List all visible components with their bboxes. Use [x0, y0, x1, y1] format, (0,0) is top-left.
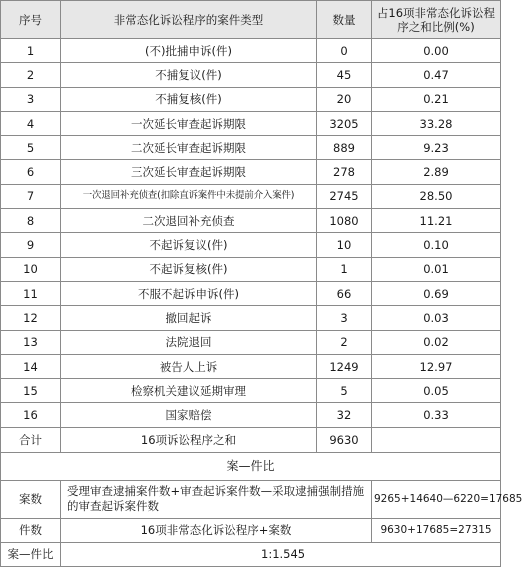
row-seq: 13: [1, 330, 61, 354]
ratio-label: 案—件比: [1, 542, 61, 566]
row-case-type: (不)批捕申诉(件): [61, 39, 317, 63]
row-count: 1249: [317, 354, 372, 378]
header-count: 数量: [317, 1, 372, 39]
row-ratio: 11.21: [372, 209, 501, 233]
row-case-type: 二次退回补充侦查: [61, 209, 317, 233]
table-row: [1, 281, 501, 305]
row-case-type: 国家赔偿: [61, 403, 317, 427]
table-row: [1, 160, 501, 184]
row-case-type: 不捕复议(件): [61, 63, 317, 87]
row-count: 1080: [317, 209, 372, 233]
row-ratio: 0.69: [372, 281, 501, 305]
table-row: [1, 111, 501, 135]
row-seq: 10: [1, 257, 61, 281]
row-seq: 4: [1, 111, 61, 135]
row-count: 5: [317, 379, 372, 403]
row-ratio: 12.97: [372, 354, 501, 378]
row-ratio: 0.00: [372, 39, 501, 63]
row-seq: 16: [1, 403, 61, 427]
row-seq: 11: [1, 281, 61, 305]
row-ratio: 9.23: [372, 136, 501, 160]
section-title: 案—件比: [1, 452, 501, 480]
row-count: 0: [317, 39, 372, 63]
row-case-type: 不起诉复核(件): [61, 257, 317, 281]
table-row: [1, 403, 501, 427]
row-count: 889: [317, 136, 372, 160]
row-ratio: 0.10: [372, 233, 501, 257]
items-formula: 16项非常态化诉讼程序+案数: [61, 518, 372, 542]
row-seq: 7: [1, 184, 61, 208]
total-label: 合计: [1, 427, 61, 452]
row-ratio: 0.47: [372, 63, 501, 87]
row-case-type: 一次延长审查起诉期限: [61, 111, 317, 135]
table-row: [1, 354, 501, 378]
row-seq: 3: [1, 87, 61, 111]
row-case-type: 被告人上诉: [61, 354, 317, 378]
header-case-type: 非常态化诉讼程序的案件类型: [61, 1, 317, 39]
cases-value: 9265+14640—6220=17685: [372, 480, 501, 518]
row-ratio: 28.50: [372, 184, 501, 208]
row-seq: 14: [1, 354, 61, 378]
row-seq: 9: [1, 233, 61, 257]
row-case-type: 撤回起诉: [61, 306, 317, 330]
row-count: 2745: [317, 184, 372, 208]
row-count: 1: [317, 257, 372, 281]
row-seq: 6: [1, 160, 61, 184]
row-count: 45: [317, 63, 372, 87]
row-ratio: 0.01: [372, 257, 501, 281]
row-case-type: 不服不起诉申诉(件): [61, 281, 317, 305]
row-count: 32: [317, 403, 372, 427]
cases-formula: 受理审查逮捕案件数+审查起诉案件数—采取逮捕强制措施的审查起诉案件数: [61, 480, 372, 518]
row-case-type: 法院退回: [61, 330, 317, 354]
row-case-type: 不捕复核(件): [61, 87, 317, 111]
table-row: [1, 209, 501, 233]
table-row: [1, 63, 501, 87]
cases-row: [1, 480, 501, 518]
items-value: 9630+17685=27315: [372, 518, 501, 542]
table-row: [1, 184, 501, 208]
table-row: [1, 379, 501, 403]
total-type: 16项诉讼程序之和: [61, 427, 317, 452]
header-seq: 序号: [1, 1, 61, 39]
row-case-type: 检察机关建议延期审理: [61, 379, 317, 403]
total-row: [1, 427, 501, 452]
table-row: [1, 306, 501, 330]
row-count: 66: [317, 281, 372, 305]
row-ratio: 0.21: [372, 87, 501, 111]
row-count: 278: [317, 160, 372, 184]
table-row: [1, 233, 501, 257]
row-seq: 2: [1, 63, 61, 87]
row-count: 20: [317, 87, 372, 111]
row-case-type: 不起诉复议(件): [61, 233, 317, 257]
header-ratio: 占16项非常态化诉讼程序之和比例(%): [372, 1, 501, 39]
row-ratio: 0.05: [372, 379, 501, 403]
total-count: 9630: [317, 427, 372, 452]
table-row: [1, 39, 501, 63]
table-row: [1, 257, 501, 281]
case-item-ratio-row: [1, 542, 501, 566]
row-ratio: 33.28: [372, 111, 501, 135]
row-count: 3: [317, 306, 372, 330]
section-title-row: [1, 452, 501, 480]
items-label: 件数: [1, 518, 61, 542]
row-seq: 5: [1, 136, 61, 160]
table-body: [1, 39, 501, 428]
items-row: [1, 518, 501, 542]
table-row: [1, 136, 501, 160]
cases-label: 案数: [1, 480, 61, 518]
table-row: [1, 87, 501, 111]
table-row: [1, 330, 501, 354]
row-ratio: 0.02: [372, 330, 501, 354]
total-ratio-empty: [372, 427, 501, 452]
row-case-type: 三次延长审查起诉期限: [61, 160, 317, 184]
row-ratio: 2.89: [372, 160, 501, 184]
row-seq: 15: [1, 379, 61, 403]
row-ratio: 0.03: [372, 306, 501, 330]
row-seq: 12: [1, 306, 61, 330]
row-seq: 8: [1, 209, 61, 233]
table-header-row: [1, 1, 501, 39]
row-count: 10: [317, 233, 372, 257]
row-count: 3205: [317, 111, 372, 135]
row-ratio: 0.33: [372, 403, 501, 427]
row-case-type: 二次延长审查起诉期限: [61, 136, 317, 160]
row-count: 2: [317, 330, 372, 354]
row-seq: 1: [1, 39, 61, 63]
ratio-value: 1:1.545: [61, 542, 501, 566]
row-case-type: 一次退回补充侦查(扣除直诉案件中未提前介入案件): [61, 184, 317, 208]
